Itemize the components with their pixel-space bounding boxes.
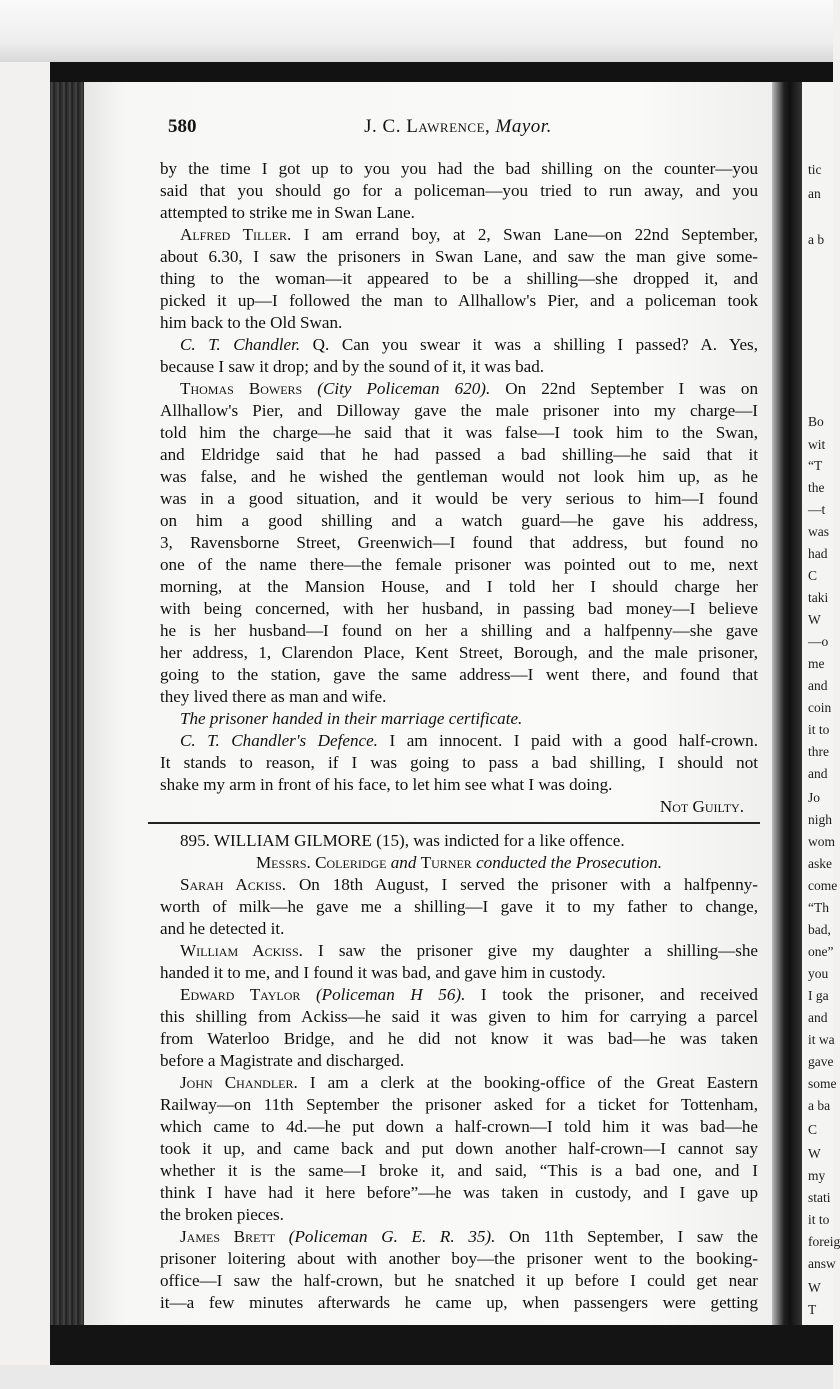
- text-line: [160, 830, 758, 852]
- italic-text: conducted the Prosecution.: [471, 853, 662, 872]
- text-line: [160, 378, 758, 400]
- text-line: [160, 1204, 758, 1226]
- right-page-text-fragment: gave: [808, 1054, 834, 1069]
- speaker-role: (Policeman H 56).: [300, 985, 466, 1004]
- right-page-text-fragment: and: [808, 1010, 828, 1025]
- line-text: this shilling from Ackiss—he said it was given to him for carrying a parcel: [160, 1007, 758, 1026]
- right-page-text-fragment: a b: [808, 232, 825, 247]
- right-page-text-fragment: me: [808, 656, 825, 671]
- line-text: whether it is the same—I broke it, and said, “This is a bad one, and I: [160, 1161, 758, 1180]
- right-page-text-fragment: C: [808, 1122, 818, 1137]
- text-line: [160, 774, 758, 796]
- line-text: by the time I got up to you you had the bad shilling on the counter—you: [160, 159, 758, 178]
- book-page-edges: [50, 82, 84, 1325]
- text-line: [160, 466, 758, 488]
- text-line: [160, 576, 758, 598]
- running-head: [168, 116, 748, 138]
- speaker-role: (Policeman G. E. R. 35).: [275, 1227, 496, 1246]
- line-text: worth of milk—he gave me a shilling—I gave it to my father to change,: [160, 897, 758, 916]
- italic-text: C. T. Chandler's Defence.: [180, 731, 378, 750]
- line-text: think I have had it here before”—he was taken in custody, and I gave up: [160, 1183, 758, 1202]
- right-page-text-fragment: T: [808, 1302, 817, 1317]
- text-line: [160, 1292, 758, 1314]
- right-page-text-fragment: aske: [808, 856, 832, 871]
- text-line: [160, 598, 758, 620]
- text-line: [160, 1226, 758, 1248]
- text-line: [160, 1116, 758, 1138]
- speaker-role: (City Policeman 620).: [302, 379, 491, 398]
- line-text: prisoner loitering about with another boy—the prisoner went to the booking-: [160, 1249, 758, 1268]
- text-line: [160, 1160, 758, 1182]
- right-page-text-fragment: the: [808, 480, 825, 495]
- line-text: on him a good shilling and a watch guard—he gave his address,: [160, 511, 758, 530]
- text-line: [160, 852, 758, 874]
- speaker-name: Not Guilty.: [659, 797, 744, 816]
- right-page-text-fragment: and: [808, 766, 828, 781]
- line-text: before a Magistrate and discharged.: [160, 1051, 405, 1070]
- line-text: On 11th September, I saw the: [495, 1227, 758, 1246]
- line-text: it—a few minutes afterwards he came up, when passengers were getting: [160, 1293, 758, 1312]
- text-line: [160, 202, 758, 224]
- page-body-text: [160, 158, 758, 1314]
- speaker-name: Turner: [420, 853, 472, 872]
- line-text: On 18th August, I served the prisoner with a halfpenny-: [286, 875, 758, 894]
- text-line: [160, 918, 758, 940]
- text-line: [160, 488, 758, 510]
- line-text: It stands to reason, if I was going to pass a bad shilling, I should not: [160, 753, 758, 772]
- line-text: Allhallow's Pier, and Dilloway gave the male prisoner into my charge—I: [160, 401, 758, 420]
- line-text: and Eldridge said that he had passed a bad shilling—he said that it: [160, 445, 758, 464]
- text-line: [160, 664, 758, 686]
- line-text: shake my arm in front of his face, to let him see what I was doing.: [160, 775, 613, 794]
- line-text: I saw the prisoner give my daughter a shilling—she: [302, 941, 758, 960]
- line-text: from Waterloo Bridge, and he did not know it was bad—he was taken: [160, 1029, 758, 1048]
- right-page-text-fragment: tic: [808, 162, 822, 177]
- right-page-text-fragment: had: [808, 546, 828, 561]
- right-page-text-fragment: foreig: [808, 1234, 840, 1249]
- right-page-text-fragment: a ba: [808, 1098, 831, 1113]
- right-page-text-fragment: wom: [808, 834, 835, 849]
- binding-top-band: [50, 62, 833, 82]
- line-text: and he detected it.: [160, 919, 285, 938]
- line-text: he is her husband—I found on her a shilling and a halfpenny—she gave: [160, 621, 758, 640]
- right-page-text-fragment: Bo: [808, 414, 824, 429]
- right-page-text-fragment: taki: [808, 590, 829, 605]
- line-text: took it up, and came back and put down another half-crown—I cannot say: [160, 1139, 758, 1158]
- running-head-name: J. C. Lawrence,: [364, 116, 491, 137]
- right-page-text-fragment: an: [808, 186, 821, 201]
- text-line: [160, 180, 758, 202]
- text-line: [160, 984, 758, 1006]
- right-page-text-fragment: W: [808, 1280, 821, 1295]
- right-page-text-fragment: nigh: [808, 812, 833, 827]
- line-text: 895. WILLIAM GILMORE (15), was indicted for a like offence.: [180, 831, 625, 850]
- line-text: one of the name there—the female prisoner was pointed out to me, next: [160, 555, 758, 574]
- right-page-text-fragment: my: [808, 1168, 826, 1183]
- line-text: Q. Can you swear it was a shilling I passed? A. Yes,: [300, 335, 758, 354]
- line-text: her address, 1, Clarendon Place, Kent Street, Borough, and the male prisoner,: [160, 643, 758, 662]
- text-line: [160, 290, 758, 312]
- speaker-name: William Ackiss.: [180, 941, 303, 960]
- text-line: [160, 422, 758, 444]
- line-text: I took the prisoner, and received: [465, 985, 758, 1004]
- line-text: Railway—on 11th September the prisoner asked for a ticket for Tottenham,: [160, 1095, 758, 1114]
- text-line: [160, 620, 758, 642]
- line-text: which came to 4d.—he put down a half-crown—I told him it was bad—he: [160, 1117, 758, 1136]
- page-number: 580: [168, 116, 197, 137]
- line-text: with being concerned, with her husband, in passing bad money—I believe: [160, 599, 758, 618]
- right-page-text-fragment: wit: [808, 437, 826, 452]
- right-page-text-fragment: one”: [808, 944, 834, 959]
- line-text: the broken pieces.: [160, 1205, 284, 1224]
- text-line: [160, 752, 758, 774]
- line-text: said that you should go for a policeman—you tried to run away, and you: [160, 181, 758, 200]
- right-page-text-fragment: thre: [808, 744, 829, 759]
- text-line: [160, 356, 758, 378]
- text-line: [160, 312, 758, 334]
- line-text: office—I saw the half-crown, but he snatched it up before I could get near: [160, 1271, 758, 1290]
- text-line: [160, 334, 758, 356]
- speaker-name: Edward Taylor: [180, 985, 301, 1004]
- text-line: [160, 268, 758, 290]
- text-line: [160, 1028, 758, 1050]
- right-page-text-fragment: some: [808, 1076, 837, 1091]
- line-text: they lived there as man and wife.: [160, 687, 387, 706]
- book-gutter: [772, 82, 802, 1325]
- text-line: [160, 1248, 758, 1270]
- speaker-name: James Brett: [180, 1227, 276, 1246]
- speaker-name: John Chandler.: [180, 1073, 298, 1092]
- right-page-text-fragment: “T: [808, 458, 823, 473]
- italic-text: The prisoner handed in their marriage certificate.: [180, 709, 523, 728]
- scan-bottom-margin: [0, 1365, 833, 1389]
- right-page-fragment: [802, 82, 840, 1325]
- speaker-name: Thomas Bowers: [180, 379, 303, 398]
- italic-text: and: [386, 853, 421, 872]
- line-text: handed it to me, and I found it was bad, and gave him in custody.: [160, 963, 606, 982]
- right-page-text-fragment: —t: [808, 502, 826, 517]
- text-line: [160, 940, 758, 962]
- line-text: picked it up—I followed the man to Allhallow's Pier, and a policeman took: [160, 291, 758, 310]
- speaker-name: Messrs. Coleridge: [255, 853, 387, 872]
- text-line: [160, 1094, 758, 1116]
- text-line: [160, 532, 758, 554]
- text-line: [160, 896, 758, 918]
- text-line: [160, 554, 758, 576]
- right-page-text-fragment: C: [808, 568, 818, 583]
- section-divider-rule: [148, 822, 760, 824]
- text-line: [160, 1138, 758, 1160]
- text-line: [160, 1006, 758, 1028]
- scan-top-margin: [0, 0, 833, 62]
- right-page-text-fragment: W: [808, 1146, 821, 1161]
- text-line: [160, 158, 758, 180]
- right-page-text-fragment: and: [808, 678, 828, 693]
- line-text: 3, Ravensborne Street, Greenwich—I found that address, but found no: [160, 533, 758, 552]
- text-line: [160, 962, 758, 984]
- right-page-text-fragment: I ga: [808, 988, 829, 1003]
- text-line: [160, 1072, 758, 1094]
- speaker-name: Alfred Tiller.: [180, 225, 292, 244]
- running-head-title: Mayor.: [495, 116, 552, 137]
- right-page-text-fragment: was: [808, 524, 829, 539]
- right-page-text-fragment: it wa: [808, 1032, 835, 1047]
- speaker-name: Sarah Ackiss.: [180, 875, 287, 894]
- text-line: [160, 686, 758, 708]
- text-line: [160, 874, 758, 896]
- line-text: thing to the woman—it appeared to be a shilling—she dropped it, and: [160, 269, 758, 288]
- right-page-text-fragment: stati: [808, 1190, 831, 1205]
- line-text: I am errand boy, at 2, Swan Lane—on 22nd September,: [291, 225, 758, 244]
- text-line: [160, 1050, 758, 1072]
- text-line: [160, 730, 758, 752]
- line-text: I am a clerk at the booking-office of the Great Eastern: [297, 1073, 758, 1092]
- text-line: [160, 444, 758, 466]
- line-text: On 22nd September I was on: [490, 379, 758, 398]
- right-page-text-fragment: —o: [808, 634, 829, 649]
- right-page-text-fragment: it to: [808, 1212, 830, 1227]
- line-text: about 6.30, I saw the prisoners in Swan Lane, and saw the man give some-: [160, 247, 758, 266]
- text-line: [160, 224, 758, 246]
- text-line: [160, 642, 758, 664]
- line-text: morning, at the Mansion House, and I told her I should charge her: [160, 577, 758, 596]
- text-line: [160, 510, 758, 532]
- line-text: him back to the Old Swan.: [160, 313, 343, 332]
- text-line: [160, 400, 758, 422]
- text-line: [160, 1182, 758, 1204]
- text-line: [160, 796, 758, 818]
- right-page-text-fragment: come: [808, 878, 838, 893]
- right-page-text-fragment: answ: [808, 1256, 836, 1271]
- right-page-text-fragment: “Th: [808, 900, 829, 915]
- right-page-text-fragment: it to: [808, 722, 830, 737]
- line-text: I am innocent. I paid with a good half-crown.: [377, 731, 758, 750]
- line-text: because I saw it drop; and by the sound of it, it was bad.: [160, 357, 545, 376]
- line-text: told him the charge—he said that it was false—I took him to the Swan,: [160, 423, 758, 442]
- line-text: was in a good situation, and it would be very serious to him—I found: [160, 489, 758, 508]
- italic-text: C. T. Chandler.: [180, 335, 301, 354]
- text-line: [160, 1270, 758, 1292]
- right-page-text-fragment: you: [808, 966, 829, 981]
- text-line: [160, 708, 758, 730]
- page-header: [168, 116, 748, 144]
- line-text: attempted to strike me in Swan Lane.: [160, 203, 415, 222]
- binding-bottom-band: [50, 1325, 833, 1365]
- line-text: going to the station, gave the same address—I went there, and found that: [160, 665, 758, 684]
- right-page-text-fragment: bad,: [808, 922, 831, 937]
- line-text: was false, and he wished the gentleman would not look him up, as he: [160, 467, 758, 486]
- right-page-text-fragment: W: [808, 612, 821, 627]
- right-page-text-fragment: coin: [808, 700, 832, 715]
- right-page-text-fragment: Jo: [808, 790, 821, 805]
- text-line: [160, 246, 758, 268]
